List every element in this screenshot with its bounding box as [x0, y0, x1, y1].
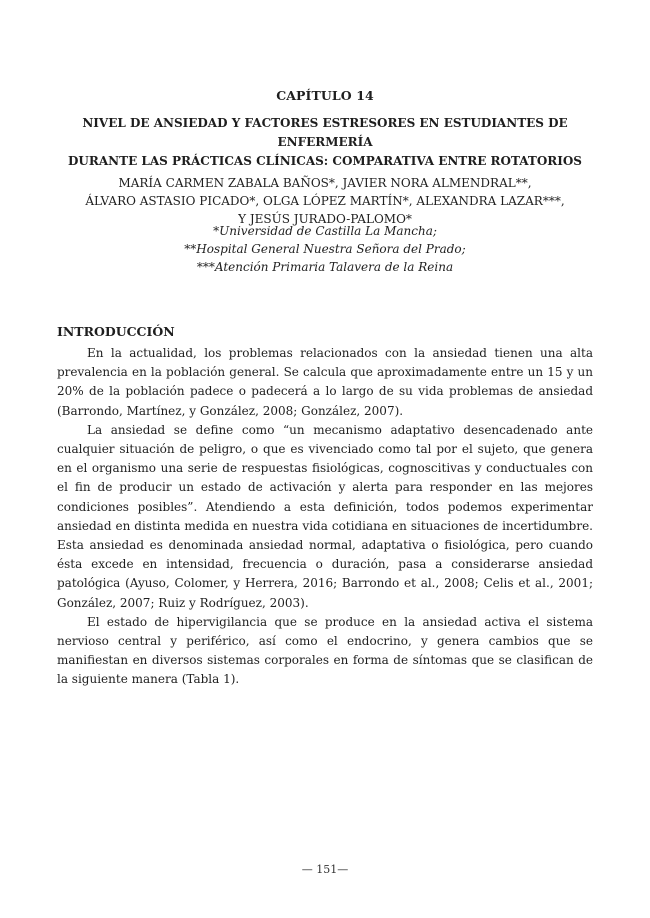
author-list: [50, 174, 600, 228]
chapter-title-line-1: NIVEL DE ANSIEDAD Y FACTORES ESTRESORES EN ESTUDIANTES DE ENFERMERÍA: [82, 116, 568, 149]
chapter-title-line-2: DURANTE LAS PRÁCTICAS CLÍNICAS: COMPARATIVA ENTRE ROTATORIOS: [68, 154, 582, 168]
chapter-label: CAPÍTULO 14: [276, 88, 374, 103]
section-body: [57, 344, 593, 690]
author-line-1: MARÍA CARMEN ZABALA BAÑOS*, JAVIER NORA ALMENDRAL**,: [118, 176, 532, 190]
page-number: — 151—: [301, 863, 349, 876]
chapter-title: [50, 114, 600, 171]
affiliation-3: ***Atención Primaria Talavera de la Reina: [196, 260, 454, 274]
paragraph-3: El estado de hipervigilancia que se produce en la ansiedad activa el sistema nervioso central y periférico, así como el endocrino, y genera cambios que se manifiestan en diversos sistemas corporales en forma de síntomas que se clasifican de la siguiente manera (Tabla 1).: [57, 614, 593, 687]
affiliation-1: *Universidad de Castilla La Mancha;: [213, 224, 437, 238]
author-line-2: ÁLVARO ASTASIO PICADO*, OLGA LÓPEZ MARTÍN*, ALEXANDRA LAZAR***,: [85, 194, 565, 208]
section-heading: INTRODUCCIÓN: [57, 324, 175, 339]
affiliation-list: [50, 222, 600, 276]
affiliation-2: **Hospital General Nuestra Señora del Prado;: [184, 242, 466, 256]
paragraph-2: La ansiedad se define como “un mecanismo adaptativo desencadenado ante cualquier situación de peligro, o que es vivenciado como tal por el sujeto, que genera en el organismo una serie de respuestas fisiológicas, cognoscitivas y conductuales con el fin de producir un estado de activación y alerta para responder en las mejores condiciones posibles”. Atendiendo a esta definición, todos podemos experimentar ansiedad en distinta medida en nuestra vida cotidiana en situaciones de incertidumbre. Esta ansiedad es denominada ansiedad normal, adaptativa o fisiológica, pero cuando ésta excede en intensidad, frecuencia o duración, pasa a considerarse ansiedad patológica (Ayuso, Colomer, y Herrera, 2016; Barrondo et al., 2008; Celis et al., 2001; González, 2007; Ruiz y Rodríguez, 2003).: [57, 422, 593, 610]
author-line-3: Y JESÚS JURADO-PALOMO*: [238, 212, 412, 226]
paragraph-1: En la actualidad, los problemas relacionados con la ansiedad tienen una alta prevalencia en la población general. Se calcula que aproximadamente entre un 15 y un 20% de la población padece o padecerá a lo largo de su vida problemas de ansiedad (Barrondo, Martínez, y González, 2008; González, 2007).: [57, 346, 593, 418]
